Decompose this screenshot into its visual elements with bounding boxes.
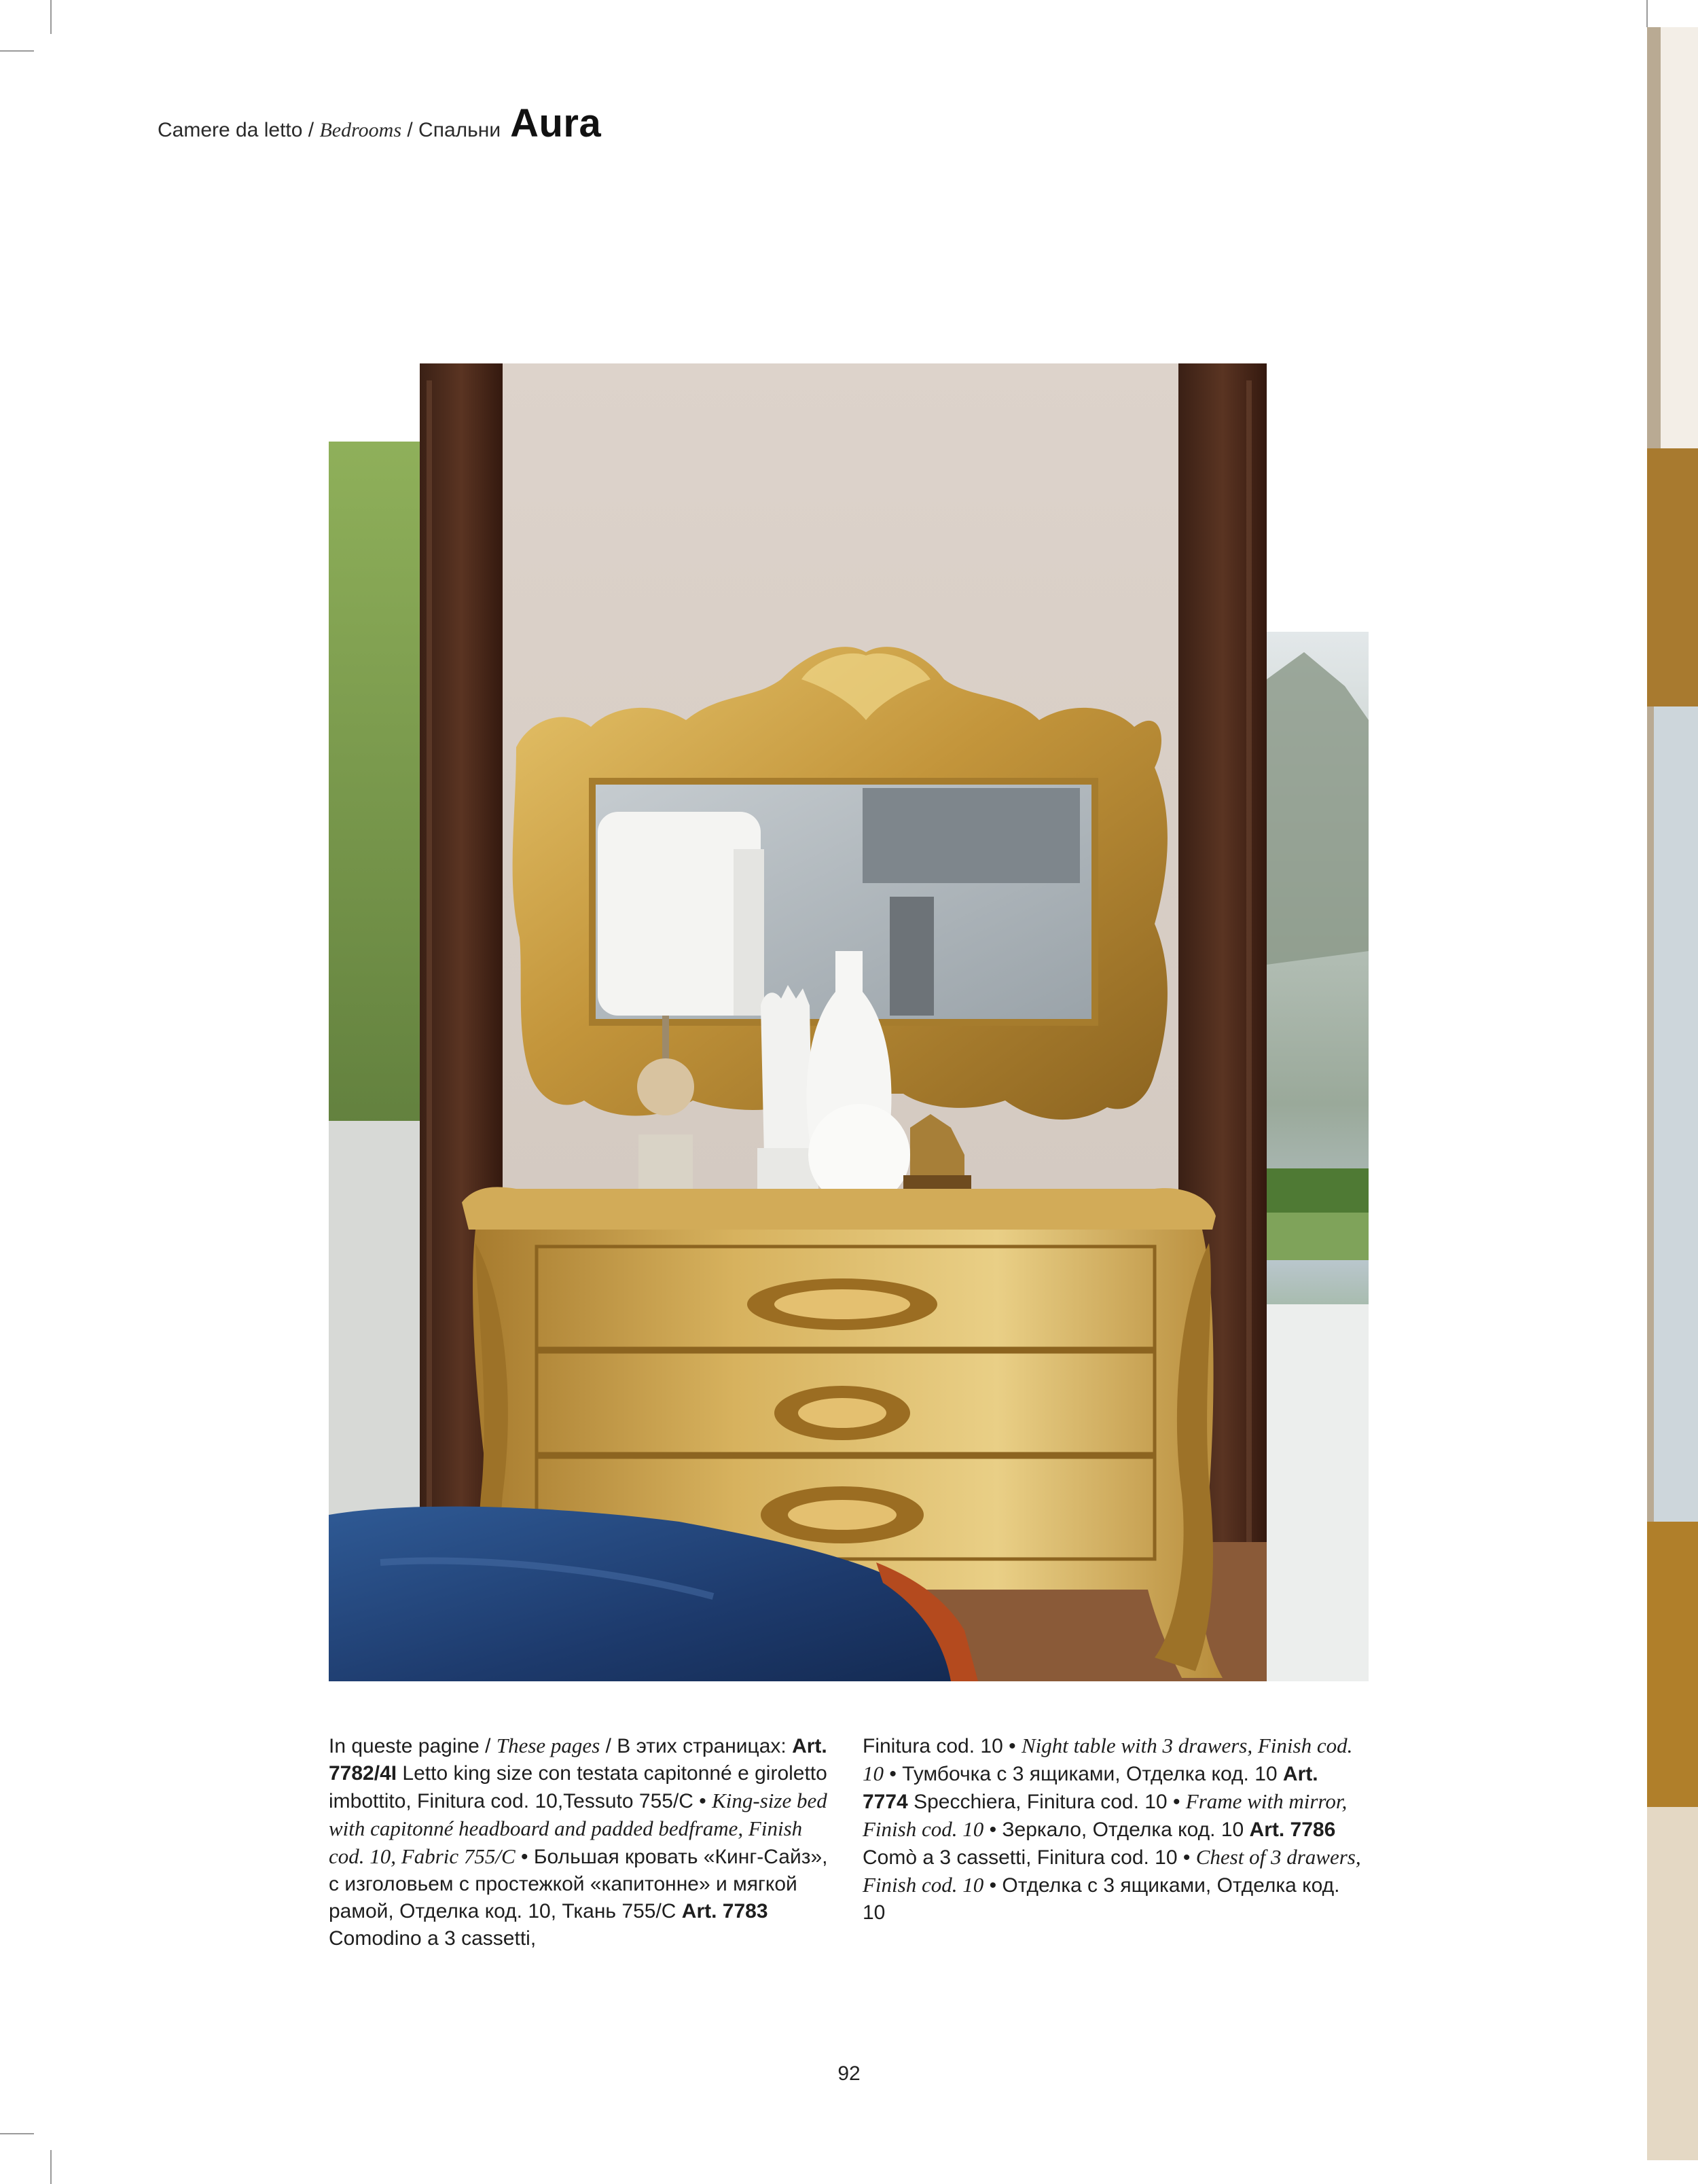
caption-english: King-size bed with capitonné headboard and padded bedframe, Finish cod. 10, Fabric 755/C	[329, 1789, 827, 1868]
caption-text: Letto king size con testata capitonné e giroletto imbottito, Finitura cod. 10,Tessuto 755/C •	[329, 1762, 827, 1812]
article-code: Art. 7783	[681, 1900, 768, 1922]
caption-text: Comò a 3 cassetti, Finitura cod. 10 •	[863, 1846, 1196, 1869]
caption-english: Chest of 3 drawers, Finish cod. 10	[863, 1845, 1361, 1897]
section-it: Camere da letto	[158, 119, 303, 141]
caption-text: • Большая кровать «Кинг-Сайз», с изголовьем с простежкой «капитонне» и мягкой рамой, Отделка код. 10, Ткань 755/C	[329, 1846, 828, 1922]
article-code: Art. 7774	[863, 1763, 1318, 1813]
article-code: Art. 7782/4I	[329, 1735, 827, 1785]
caption-text: Finitura cod. 10 •	[863, 1735, 1022, 1757]
caption-text: In queste pagine /	[329, 1735, 496, 1757]
caption-text: • Отделка с 3 ящиками, Отделка код. 10	[863, 1874, 1340, 1924]
adjacent-page-edge	[1647, 27, 1698, 2160]
header-sep: /	[302, 119, 320, 141]
caption-text: Comodino a 3 cassetti,	[329, 1927, 537, 1950]
page-number: 92	[837, 2062, 861, 2085]
section-en: Bedrooms	[319, 119, 402, 141]
caption-column-1	[329, 1732, 831, 1952]
header-sep: /	[401, 119, 419, 141]
caption-text: • Зеркало, Отделка код. 10	[983, 1819, 1250, 1841]
caption-column-2	[863, 1732, 1365, 1927]
caption-text: Specchiera, Finitura cod. 10 •	[907, 1791, 1186, 1813]
caption-english: Night table with 3 drawers, Finish cod. 10	[863, 1734, 1353, 1785]
section-ru: Спальни	[418, 119, 501, 141]
article-code: Art. 7786	[1249, 1819, 1336, 1841]
caption-text: • Тумбочка с 3 ящиками, Отделка код. 10	[884, 1763, 1283, 1785]
caption-text: / В этих страницах:	[600, 1735, 793, 1757]
caption-english: These pages	[496, 1734, 600, 1757]
collection-title: Aura	[510, 101, 602, 145]
caption-english: Frame with mirror, Finish cod. 10	[863, 1789, 1348, 1841]
